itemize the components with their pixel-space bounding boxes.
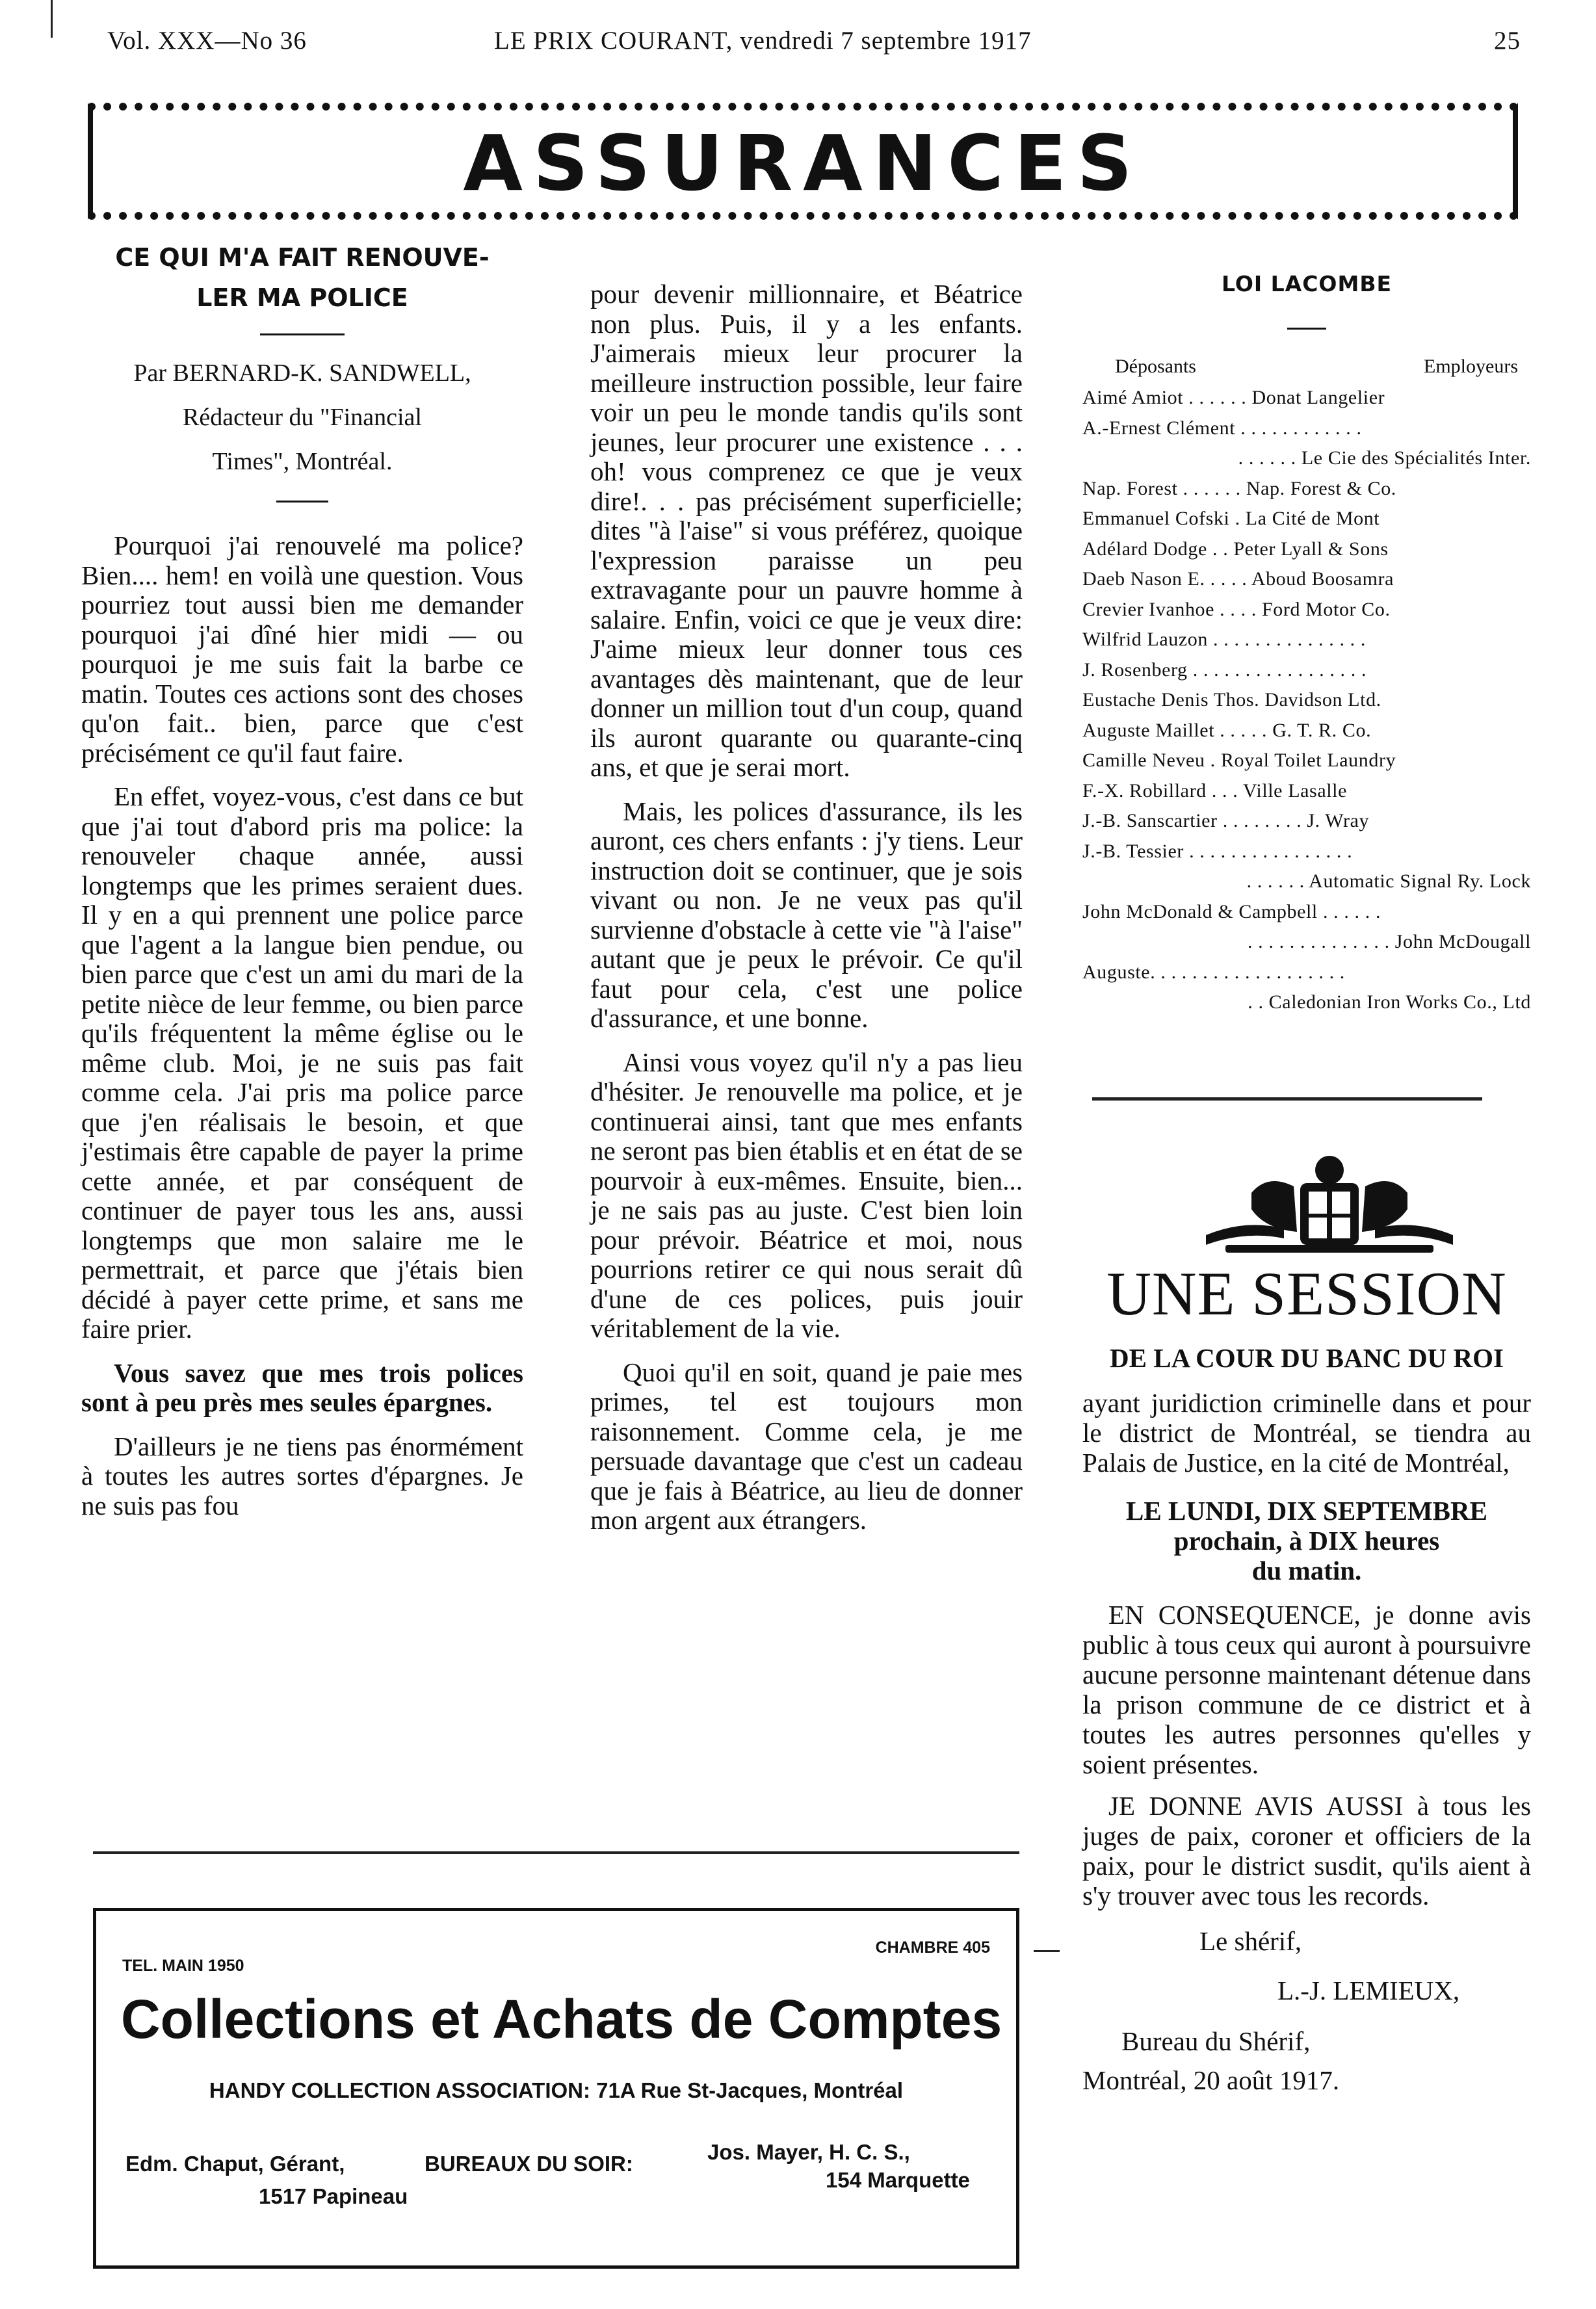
- list-item: J.-B. Tessier . . . . . . . . . . . . . . . .: [1082, 840, 1353, 862]
- advertisement-box: [93, 1908, 1019, 2269]
- byline-author: Par BERNARD-K. SANDWELL,: [133, 359, 471, 387]
- list-item: J.-B. Sanscartier . . . . . . . . J. Wray: [1082, 810, 1370, 831]
- divider: [1287, 328, 1326, 330]
- ad-association: HANDY COLLECTION ASSOCIATION: 71A Rue St-Jacques, Montréal: [209, 2078, 904, 2102]
- session-body: [1082, 1388, 1531, 2095]
- page-number: 25: [1494, 27, 1521, 55]
- loi-lacombe-section: [1082, 237, 1531, 1018]
- article-column-2: [590, 280, 1023, 1550]
- ad-agent-name: Jos. Mayer, H. C. S.,: [707, 2140, 910, 2164]
- column-header-deposants: Déposants: [1115, 356, 1196, 377]
- royal-crest-icon: [1186, 1147, 1472, 1255]
- list-item: John McDonald & Campbell . . . . . .: [1082, 900, 1381, 922]
- ad-headline: Collections et Achats de Comptes: [121, 1989, 1002, 2050]
- paragraph: D'ailleurs je ne tiens pas énormément à toutes les autres sortes d'épargnes. Je ne suis pas fou: [81, 1431, 523, 1520]
- list-item: Aimé Amiot . . . . . . Donat Langelier: [1082, 387, 1385, 408]
- ad-chambre: CHAMBRE 405: [875, 1938, 990, 1957]
- sheriff-name: L.-J. LEMIEUX,: [1277, 1976, 1460, 2005]
- list-item: Crevier Ivanhoe . . . . Ford Motor Co.: [1082, 598, 1391, 620]
- session-date-line1: LE LUNDI, DIX SEPTEMBRE: [1126, 1496, 1487, 1526]
- byline-publication: Times", Montréal.: [212, 448, 393, 475]
- article-title-line2: LER MA POLICE: [196, 283, 408, 312]
- list-item: Daeb Nason E. . . . . Aboud Boosamra: [1082, 568, 1394, 590]
- column-header-employeurs: Employeurs: [1424, 356, 1518, 377]
- masthead: LE PRIX COURANT, vendredi 7 septembre 1917: [494, 27, 1032, 55]
- volume-number: Vol. XXX—No 36: [107, 27, 307, 55]
- divider: [276, 501, 328, 502]
- margin-line: [51, 0, 53, 38]
- divider: [260, 333, 345, 335]
- section-banner: [88, 103, 1518, 220]
- session-subtitle: DE LA COUR DU BANC DU ROI: [1110, 1343, 1504, 1373]
- paragraph: Pourquoi j'ai renouvelé ma police? Bien.... hem! en voilà une question. Vous pourriez tout aussi bien me demander pourquoi j'ai dîné hier midi — ou pourquoi je me suis fait la barbe ce matin. Toutes ces actions sont des choses qu'on fait.. bien, parce que c'est précisément ce qu'il faut faire.: [81, 530, 523, 768]
- list-item: Nap. Forest . . . . . . Nap. Forest & Co.: [1082, 477, 1396, 499]
- list-item: Emmanuel Cofski . La Cité de Mont: [1082, 508, 1380, 529]
- place-date: Montréal, 20 août 1917.: [1082, 2065, 1340, 2095]
- session-title: UNE SESSION: [1106, 1259, 1507, 1328]
- ad-evening-offices: BUREAUX DU SOIR:: [425, 2152, 633, 2176]
- list-item: . . . . . . Automatic Signal Ry. Lock: [1246, 870, 1531, 892]
- ad-agent-address: 154 Marquette: [826, 2168, 970, 2192]
- sheriff-label: Le shérif,: [1199, 1926, 1302, 1956]
- paragraph: EN CONSEQUENCE, je donne avis public à tous ceux qui auront à poursuivre aucune personne maintenant détenue dans la prison commune de ce district et à toutes les autres personnes qu'elles y soient présentes.: [1082, 1600, 1531, 1779]
- paragraph-bold: Vous savez que mes trois polices sont à peu près mes seules épargnes.: [81, 1357, 523, 1417]
- list-item: Wilfrid Lauzon . . . . . . . . . . . . . . .: [1082, 629, 1366, 650]
- paragraph: Ainsi vous voyez qu'il n'y a pas lieu d'hésiter. Je renouvelle ma police, et je continuerai ainsi, tant que mes enfants ne seront pas bien établis et en état de se pourvoir à eux-mêmes. Ensuite, bien... je ne sais pas au juste. C'est bien loin pour prévoir. Béatrice et moi, nous pourrions retirer ce qui nous serait dû d'une de ces polices, puis jouir véritablement de la vie.: [590, 1047, 1023, 1343]
- paragraph: Mais, les polices d'assurance, ils les auront, ces chers enfants : j'y tiens. Leur instruction doit se continuer, que je sois vivant ou non. Je ne veux pas qu'il survienne d'obstacle à cette vie "à l'aise" autant que je peux le prévoir. Ce qu'il faut pour cela, c'est une police d'assurance, et une bonne.: [590, 796, 1023, 1033]
- list-item: J. Rosenberg . . . . . . . . . . . . . . . . .: [1082, 659, 1367, 681]
- paragraph: En effet, voyez-vous, c'est dans ce but que j'ai tout d'abord pris ma police: la renouveler chaque année, aussi longtemps que les primes seraient dues. Il y en a qui prennent une police parce que l'agent a la langue bien pendue, ou bien parce que c'est un ami du mari de la petite nièce de leur femme, ou bien parce qu'ils fréquentent la même église ou le même club. Moi, je ne suis pas fait comme cela. J'ai pris ma police parce que j'en réalisais le besoin, et que j'estimais être capable de payer la prime cette année, et par conséquent de continuer de payer tous les ans, aussi longtemps que mon salaire me le permettrait, et parce que j'étais bien décidé à payer cette prime, et sans me faire prier.: [81, 781, 523, 1344]
- article-column-1: [81, 237, 523, 1535]
- paragraph: ayant juridiction criminelle dans et pour le district de Montréal, se tiendra au Palais de Justice, en la cité de Montréal,: [1082, 1388, 1531, 1478]
- section-divider: [1092, 1097, 1482, 1101]
- list-item: . . . . . . Le Cie des Spécialités Inter.: [1238, 447, 1531, 469]
- paragraph: Quoi qu'il en soit, quand je paie mes primes, tel est toujours mon raisonnement. Comme cela, je me persuade davantage que c'est un cadeau que je fais à Béatrice, au lieu de donner mon argent aux étrangers.: [590, 1357, 1023, 1535]
- ad-manager: Edm. Chaput, Gérant,: [125, 2152, 345, 2176]
- paragraph: JE DONNE AVIS AUSSI à tous les juges de paix, coroner et officiers de la paix, pour le district susdit, qu'ils aient à s'y trouver avec tous les records.: [1082, 1791, 1531, 1911]
- article-title-line1: CE QUI M'A FAIT RENOUVE-: [115, 243, 490, 272]
- ad-divider: [93, 1851, 1019, 1854]
- list-item: Auguste Maillet . . . . . G. T. R. Co.: [1082, 719, 1372, 741]
- loi-lacombe-list: [1082, 383, 1531, 1018]
- list-item: Adélard Dodge . . Peter Lyall & Sons: [1082, 538, 1389, 560]
- list-item: A.-Ernest Clément . . . . . . . . . . . .: [1082, 417, 1362, 439]
- list-item: . . . . . . . . . . . . . . John McDougall: [1247, 931, 1531, 952]
- list-item: . . Caledonian Iron Works Co., Ltd: [1248, 991, 1531, 1013]
- paragraph: pour devenir millionnaire, et Béatrice non plus. Puis, il y a les enfants. J'aimerais mieux leur procurer la meilleure instruction possible, leur faire voir un peu le monde tandis qu'ils sont jeunes, leur procurer une existence . . . oh! vous comprenez ce que je veux dire!. . . pas précisément superficielle; dites "à l'aise" si vous préférez, quoique l'expression paraisse un peu extravagante pour un pauvre homme à salaire. Enfin, voici ce que je veux dire: J'aime mieux leur donner tous ces avantages dès maintenant, que de leur donner un million tout d'un coup, quand ils auront quarante ou quarante-cinq ans, et que je serai mort.: [590, 279, 1023, 782]
- session-date-line2: prochain, à DIX heures: [1173, 1526, 1440, 1556]
- session-date-line3: du matin.: [1251, 1556, 1362, 1585]
- loi-lacombe-header: [1082, 356, 1531, 378]
- list-item: Eustache Denis Thos. Davidson Ltd.: [1082, 689, 1381, 711]
- ad-telephone: TEL. MAIN 1950: [122, 1957, 244, 1975]
- list-item: Camille Neveu . Royal Toilet Laundry: [1082, 750, 1396, 771]
- loi-lacombe-title: LOI LACOMBE: [1221, 271, 1393, 296]
- list-item: F.-X. Robillard . . . Ville Lasalle: [1082, 779, 1348, 802]
- sheriff-office: Bureau du Shérif,: [1121, 2026, 1311, 2056]
- byline-role: Rédacteur du "Financial: [183, 404, 422, 431]
- list-item: Auguste. . . . . . . . . . . . . . . . . . .: [1082, 961, 1345, 983]
- section-title: ASSURANCES: [463, 118, 1143, 208]
- ad-manager-address: 1517 Papineau: [259, 2184, 408, 2208]
- dash-mark: [1034, 1950, 1060, 1952]
